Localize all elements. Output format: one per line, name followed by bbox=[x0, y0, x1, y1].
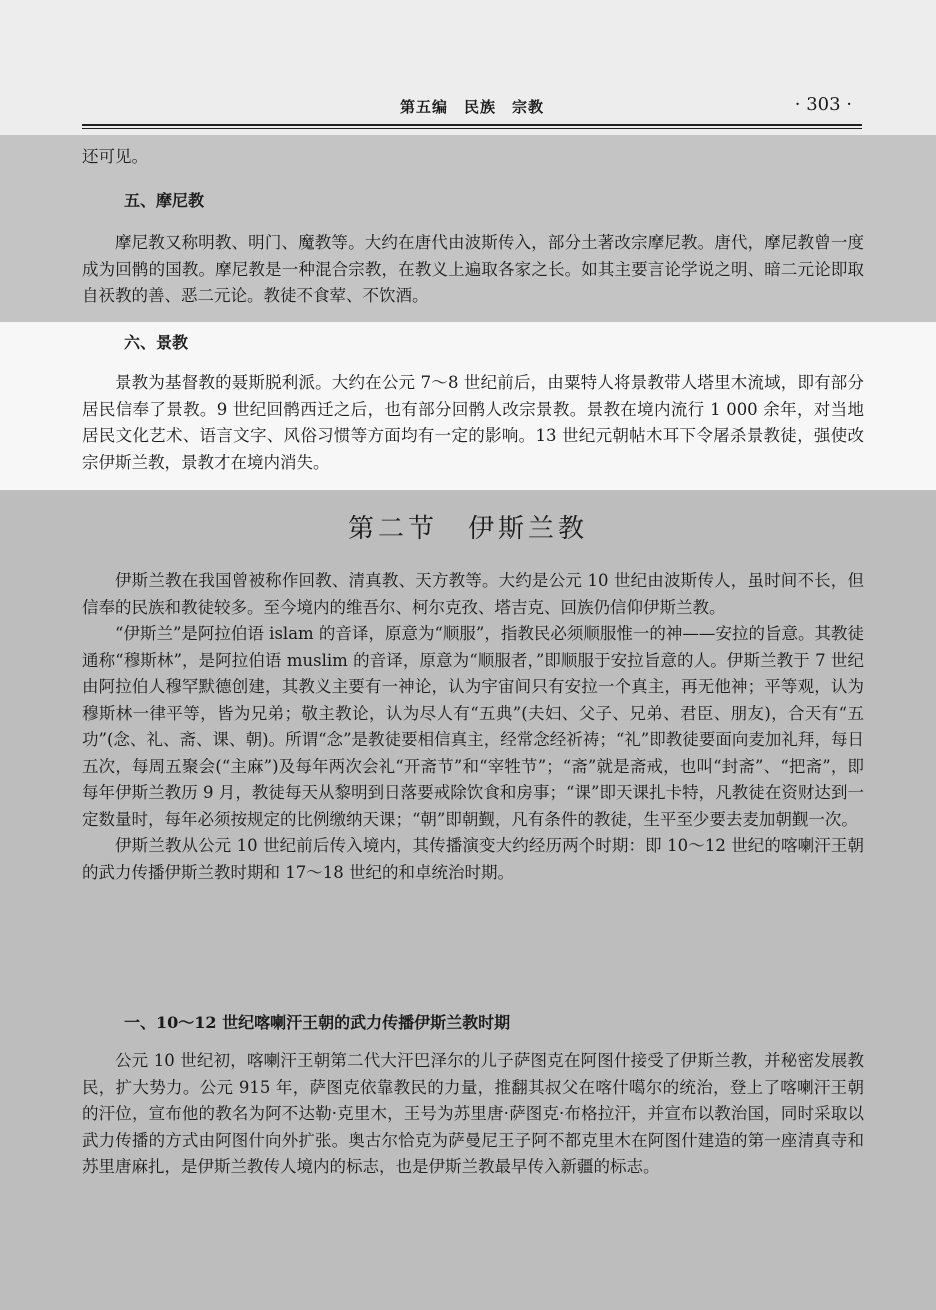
heading-manichaeism: 五、摩尼教 bbox=[124, 191, 205, 210]
heading-karakhanid: 一、10～12 世纪喀喇汗王朝的武力传播伊斯兰教时期 bbox=[124, 1013, 511, 1032]
continuation-text: 还可见。 bbox=[82, 147, 148, 166]
header-title: 第五编 民族 宗教 bbox=[399, 98, 544, 116]
paragraph-islam-doctrine: “伊斯兰”是阿拉伯语 islam 的音译，原意为“顺服”，指教民必须顺服惟一的神——安拉的旨意。其教徒通称“穆斯林”，是阿拉伯语 muslim 的音译，原意为“顺服者，”即顺服于安拉旨意的人。伊斯兰教于 7 世纪由阿拉伯人穆罕默德创建，其教义主要有一神论，认为宇宙间只有安拉一个真主，再无他神；平等观，认为穆斯林一律平等，皆为兄弟；敬主教论，认为尽人有“五典”(夫妇、父子、兄弟、君臣、朋友)，合天有“五功”(念、礼、斋、课、朝)。所谓“念”是教徒要相信真主，经常念经祈祷；“礼”即教徒要面向麦加礼拜，每日五次，每周五聚会(“主麻”)及每年两次会礼“开斋节”和“宰牲节”；“斋”就是斋戒，也叫“封斋”、“把斋”，即每年伊斯兰教历 9 月，教徒每天从黎明到日落要戒除饮食和房事；“课”即天课扎卡特，凡教徒在资财达到一定数量时，每年必须按规定的比例缴纳天课；“朝”即朝觐，凡有条件的教徒，生平至少要去麦加朝觐一次。 bbox=[82, 624, 864, 829]
heading-nestorianism: 六、景教 bbox=[124, 333, 189, 352]
running-header bbox=[82, 96, 862, 118]
page-number: · 303 · bbox=[794, 94, 852, 115]
paragraph-karakhanid: 公元 10 世纪初，喀喇汗王朝第二代大汗巴泽尔的儿子萨图克在阿图什接受了伊斯兰教，并秘密发展教民，扩大势力。公元 915 年，萨图克依靠教民的力量，推翻其叔父在喀什噶尔的统治，登上了喀喇汗王朝的汗位，宣布他的教名为阿不达勒·克里木，王号为苏里唐·萨图克·布格拉汗，并宣布以教治国，同时采取以武力传播的方式由阿图什向外扩张。奥古尔恰克为萨曼尼王子阿不都克里木在阿图什建造的第一座清真寺和苏里唐麻扎，是伊斯兰教传人境内的标志，也是伊斯兰教最早传入新疆的标志。 bbox=[82, 1051, 864, 1176]
paragraph-islam-intro: 伊斯兰教在我国曾被称作回教、清真教、天方教等。大约是公元 10 世纪由波斯传人，虽时间不长，但信奉的民族和教徒较多。至今境内的维吾尔、柯尔克孜、塔吉克、回族仍信仰伊斯兰教。 bbox=[82, 571, 864, 617]
section-title: 第二节 伊斯兰教 bbox=[347, 514, 588, 544]
islam-paragraphs bbox=[82, 568, 864, 886]
header-rule bbox=[82, 124, 862, 126]
paragraph-islam-periods: 伊斯兰教从公元 10 世纪前后传入境内，其传播演变大约经历两个时期：即 10～12 世纪的喀喇汗王朝的武力传播伊斯兰教时期和 17～18 世纪的和卓统治时期。 bbox=[82, 836, 864, 882]
paragraph-manichaeism: 摩尼教又称明教、明门、魔教等。大约在唐代由波斯传入，部分土著改宗摩尼教。唐代，摩尼教曾一度成为回鹘的国教。摩尼教是一种混合宗教，在教义上遍取各家之长。如其主要言论学说之明、暗二元论即取自祆教的善、恶二元论。教徒不食荤、不饮酒。 bbox=[82, 233, 864, 305]
paragraph-nestorianism: 景教为基督教的聂斯脱利派。大约在公元 7～8 世纪前后，由粟特人将景教带人塔里木流域，即有部分居民信奉了景教。9 世纪回鹘西迁之后，也有部分回鹘人改宗景教。景教在境内流行 1 000 余年，对当地居民文化艺术、语言文字、风俗习惯等方面均有一定的影响。13 世纪元朝帖木耳下令屠杀景教徒，强使改宗伊斯兰教，景教才在境内消失。 bbox=[82, 373, 864, 472]
header-rule-thin bbox=[82, 128, 862, 129]
